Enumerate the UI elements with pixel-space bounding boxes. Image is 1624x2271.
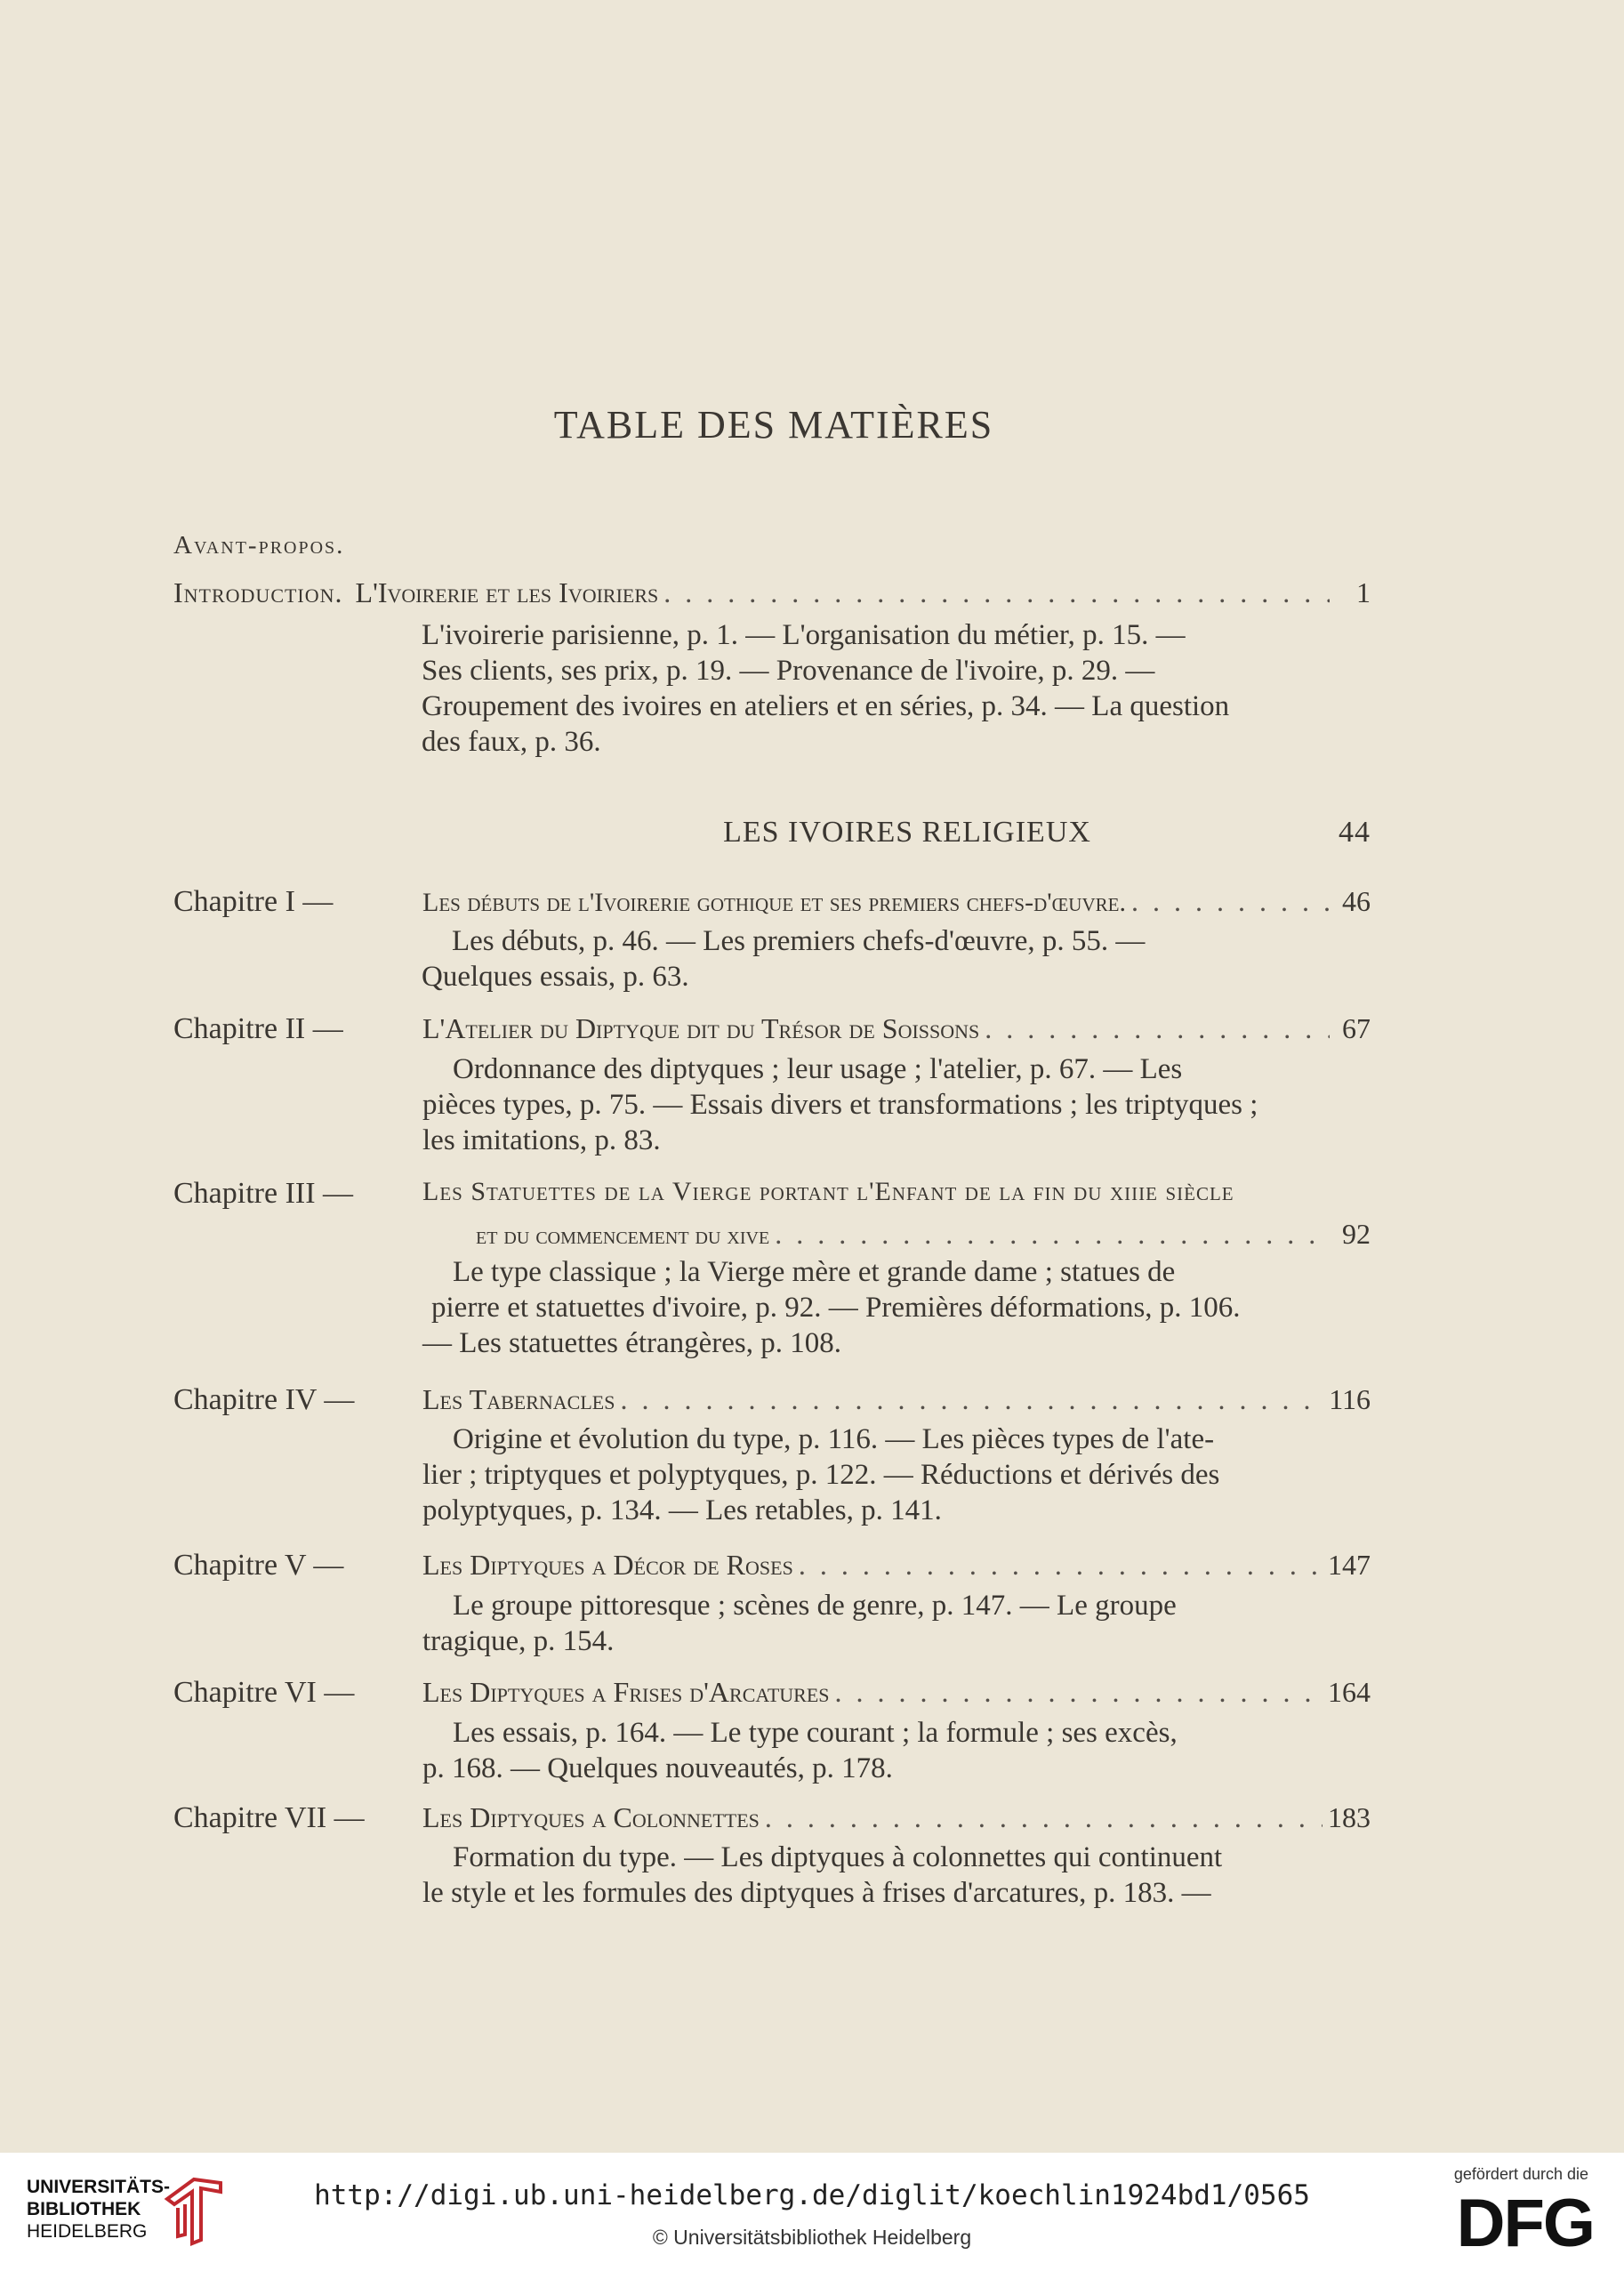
summary-line: Les débuts, p. 46. — Les premiers chefs-d'œuvre, p. 55. — <box>452 925 1146 957</box>
leader-dots <box>985 1012 1330 1045</box>
chapter-entry <box>422 1177 1371 1207</box>
summary-line: pierre et statuettes d'ivoire, p. 92. — Premières déformations, p. 106. <box>431 1292 1241 1324</box>
summary-line: Formation du type. — Les diptyques à colonnettes qui continuent <box>453 1841 1223 1873</box>
summary-line: le style et les formules des diptyques à frises d'arcatures, p. 183. — <box>422 1877 1211 1909</box>
chapter-entry-continued <box>476 1218 1371 1251</box>
chapter-entry <box>422 1801 1371 1834</box>
chapter-entry <box>422 1676 1371 1709</box>
leader-dots <box>775 1218 1330 1251</box>
summary-line: lier ; triptyques et polyptyques, p. 122. — Réductions et dérivés des <box>422 1459 1220 1491</box>
chapter-entry <box>422 885 1371 918</box>
chapter-entry <box>422 1012 1371 1045</box>
chapter-page: 116 <box>1329 1383 1371 1415</box>
copyright-notice: © Universitätsbibliothek Heidelberg <box>652 2226 972 2249</box>
chapter-summary <box>422 1840 1374 1911</box>
intro-page: 1 <box>1356 576 1371 608</box>
summary-line: Le type classique ; la Vierge mère et grande dame ; statues de <box>453 1256 1176 1288</box>
leader-dots <box>1131 885 1330 918</box>
summary-line: p. 168. — Quelques nouveautés, p. 178. <box>422 1752 893 1784</box>
chapter-page: 147 <box>1328 1549 1371 1581</box>
funding-label: gefördert durch die <box>1453 2165 1588 2183</box>
page-title: TABLE DES MATIÈRES <box>553 403 994 447</box>
leader-dots <box>663 576 1330 609</box>
summary-line: L'ivoirerie parisienne, p. 1. — L'organisation du métier, p. 15. — <box>422 619 1186 651</box>
chapter-summary <box>422 1254 1374 1361</box>
chapter-heading: Les Tabernacles <box>422 1383 615 1415</box>
library-name-line: UNIVERSITÄTS- <box>27 2177 171 2197</box>
chapter-entry <box>422 1383 1371 1416</box>
chapter-number: Chapitre V — <box>173 1549 344 1582</box>
chapter-number: Chapitre VI — <box>173 1676 355 1709</box>
chapter-summary <box>422 1421 1374 1528</box>
leader-dots <box>799 1549 1323 1582</box>
chapter-summary <box>422 1715 1374 1786</box>
dfg-logo: DFG <box>1456 2186 1594 2261</box>
summary-line: les imitations, p. 83. <box>422 1124 661 1156</box>
chapter-page: 183 <box>1328 1801 1371 1833</box>
summary-line: Groupement des ivoires en ateliers et en séries, p. 34. — La question <box>422 690 1230 722</box>
leader-dots <box>620 1383 1323 1416</box>
intro-summary <box>422 617 1373 760</box>
chapter-page: 46 <box>1342 885 1371 917</box>
intro-heading: L'Ivoirerie et les Ivoiriers <box>355 576 659 608</box>
summary-line: — Les statuettes étrangères, p. 108. <box>422 1327 842 1359</box>
chapter-page: 164 <box>1328 1676 1371 1708</box>
library-name-line: HEIDELBERG <box>27 2221 148 2242</box>
summary-line: Origine et évolution du type, p. 116. — Les pièces types de l'ate- <box>453 1423 1215 1455</box>
chapter-number: Chapitre IV — <box>173 1383 355 1416</box>
chapter-heading: Les Diptyques a Colonnettes <box>422 1801 760 1833</box>
section-label: LES IVOIRES RELIGIEUX <box>723 816 1091 849</box>
section-heading <box>422 816 1371 850</box>
chapter-heading-continued: et du commencement du xive <box>476 1222 770 1250</box>
chapter-number: Chapitre VII — <box>173 1801 365 1834</box>
summary-line: Les essais, p. 164. — Le type courant ; la formule ; ses excès, <box>453 1717 1178 1749</box>
intro-entry <box>173 576 1371 609</box>
summary-line: polyptyques, p. 134. — Les retables, p. 141. <box>422 1494 942 1526</box>
chapter-entry <box>422 1549 1371 1582</box>
summary-line: Le groupe pittoresque ; scènes de genre, p. 147. — Le groupe <box>453 1590 1177 1622</box>
chapter-heading: Les Statuettes de la Vierge portant l'Enfant de la fin du xiiie siècle <box>422 1177 1234 1206</box>
chapter-page: 92 <box>1342 1218 1371 1250</box>
summary-line: pièces types, p. 75. — Essais divers et transformations ; les triptyques ; <box>422 1089 1258 1121</box>
chapter-summary <box>422 923 1373 995</box>
summary-line: Ordonnance des diptyques ; leur usage ; l'atelier, p. 67. — Les <box>453 1053 1183 1085</box>
summary-line: Ses clients, ses prix, p. 19. — Provenance de l'ivoire, p. 29. — <box>422 655 1155 687</box>
chapter-page: 67 <box>1342 1012 1371 1044</box>
chapter-number: Chapitre III — <box>173 1177 354 1210</box>
chapter-heading: Les débuts de l'Ivoirerie gothique et ses premiers chefs-d'œuvre. <box>422 888 1126 917</box>
summary-line: tragique, p. 154. <box>422 1625 615 1657</box>
leader-dots <box>765 1801 1323 1834</box>
chapter-summary <box>422 1588 1374 1659</box>
avant-propos: Avant-propos. <box>173 531 345 560</box>
permalink-url[interactable]: http://digi.ub.uni-heidelberg.de/diglit/koechlin1924bd1/0565 <box>314 2179 1310 2211</box>
leader-dots <box>835 1676 1323 1709</box>
summary-line: Quelques essais, p. 63. <box>422 961 689 993</box>
chapter-heading: Les Diptyques a Frises d'Arcatures <box>422 1676 830 1708</box>
library-name-line: BIBLIOTHEK <box>27 2199 141 2219</box>
chapter-summary <box>422 1051 1374 1158</box>
chapter-number: Chapitre I — <box>173 885 334 918</box>
chapter-heading: Les Diptyques a Décor de Roses <box>422 1549 793 1581</box>
chapter-number: Chapitre II — <box>173 1012 343 1045</box>
viewer-footer <box>0 2153 1624 2271</box>
chapter-heading: L'Atelier du Diptyque dit du Trésor de Soissons <box>422 1012 980 1044</box>
section-page: 44 <box>1339 816 1371 849</box>
summary-line: des faux, p. 36. <box>422 726 601 758</box>
intro-label: Introduction. <box>173 576 343 608</box>
